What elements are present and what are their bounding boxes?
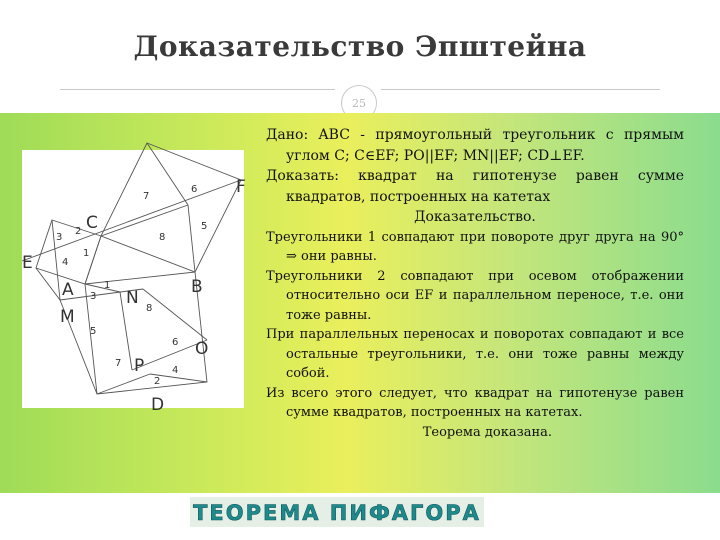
point-label-b: B <box>191 277 203 297</box>
slide-title: Доказательство Эпштейна <box>133 30 587 63</box>
triangle-number: 7 <box>115 358 122 369</box>
proof-paragraph-3: При параллельных переносах и поворотах совпадают и все остальные треугольники, т.е. они тоже равны между собой. <box>266 327 684 381</box>
banner-text: ТЕОРЕМА ПИФАГОРА <box>193 501 481 525</box>
banner-lettering <box>190 497 484 527</box>
triangle-number: 7 <box>143 191 150 202</box>
title-divider-left <box>60 89 335 90</box>
triangle-number: 4 <box>172 365 179 376</box>
point-label-n: N <box>126 288 139 308</box>
point-label-m: M <box>60 307 75 327</box>
proof-paragraph-4: Из всего этого следует, что квадрат на гипотенузе равен сумме квадратов, построенных на катетах. <box>266 385 684 420</box>
triangle-number: 5 <box>90 326 97 337</box>
point-label-d: D <box>151 395 165 415</box>
triangle-number: 6 <box>191 184 198 195</box>
page-number-badge: 25 <box>341 85 377 121</box>
triangle-number: 5 <box>201 221 208 232</box>
point-label-o: O <box>195 339 209 359</box>
prove-paragraph: Доказать: квадрат на гипотенузе равен сумме квадратов, построенных на катетах <box>266 168 684 205</box>
title-divider-right <box>381 89 660 90</box>
proof-paragraph-1: Треугольники 1 совпадают при повороте друг друга на 90° ⇒ они равны. <box>266 229 684 264</box>
triangle-number: 4 <box>62 257 69 268</box>
triangle-number: 3 <box>90 291 97 302</box>
point-label-p: P <box>134 356 145 376</box>
triangle-number: 6 <box>172 337 179 348</box>
point-label-c: C <box>86 213 98 233</box>
triangle-number: 8 <box>146 303 153 314</box>
triangle-number: 1 <box>83 248 90 259</box>
proof-text <box>266 125 684 442</box>
triangle-number: 1 <box>104 280 111 291</box>
epstein-proof-figure <box>0 140 250 415</box>
point-label-a: A <box>62 280 74 300</box>
point-label-f: F <box>236 177 246 197</box>
point-label-e: E <box>22 253 33 273</box>
triangle-number: 2 <box>75 226 82 237</box>
given-paragraph: Дано: ABC - прямоугольный треугольник с прямым углом С; С∈EF; PO||EF; MN||EF; CD⊥EF. <box>266 127 684 164</box>
triangle-number: 3 <box>56 232 63 243</box>
triangle-number: 8 <box>159 232 166 243</box>
triangle-number: 2 <box>154 376 161 387</box>
proof-paragraph-2: Треугольники 2 совпадают при осевом отображении относительно оси EF и параллельном переносе, т.е. они тоже равны. <box>266 268 684 323</box>
pythagoras-banner <box>190 497 484 527</box>
conclusion-text: Теорема доказана. <box>422 424 552 440</box>
proof-heading: Доказательство. <box>414 209 536 225</box>
